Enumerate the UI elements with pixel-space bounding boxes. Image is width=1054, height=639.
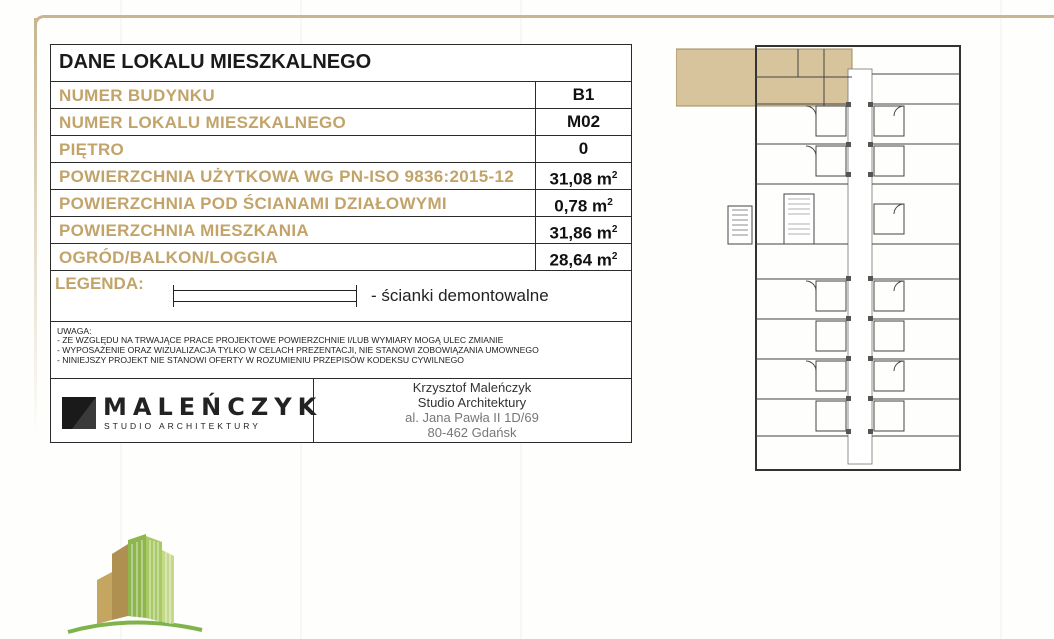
studio-logo-text: MALEŃCZYK	[103, 393, 323, 421]
table-row-floor	[51, 136, 631, 163]
row-label: OGRÓD/BALKON/LOGGIA	[59, 248, 279, 267]
row-value: B1	[535, 82, 631, 108]
note-line: UWAGA:	[57, 326, 92, 336]
studio-company: Studio Architektury	[417, 395, 527, 410]
row-label: POWIERZCHNIA POD ŚCIANAMI DZIAŁOWYMI	[59, 194, 447, 213]
table-title-row	[51, 45, 631, 82]
apartment-info-table	[50, 44, 632, 443]
table-title: DANE LOKALU MIESZKALNEGO	[59, 51, 372, 73]
developer-logo-icon	[62, 532, 207, 639]
table-row-apartment-area	[51, 217, 631, 244]
studio-logo-subtitle: STUDIO ARCHITEKTURY	[104, 421, 261, 431]
legend-row	[51, 271, 631, 322]
studio-name: Krzysztof Maleńczyk	[412, 380, 532, 395]
row-label: NUMER BUDYNKU	[59, 86, 215, 105]
demountable-wall-symbol	[173, 290, 357, 302]
row-label: NUMER LOKALU MIESZKALNEGO	[59, 113, 347, 132]
row-value: 31,86 $m^2$	[535, 217, 631, 243]
notes-section	[51, 322, 631, 379]
row-value: 0,78 $m^2$	[535, 190, 631, 216]
table-row-garden	[51, 244, 631, 271]
row-value: 28,64 $m^2$	[535, 244, 631, 270]
row-value: M02	[535, 109, 631, 135]
table-row-usable-area	[51, 163, 631, 190]
studio-address	[313, 380, 631, 440]
table-row-wall-area	[51, 190, 631, 217]
studio-city: 80-462 Gdańsk	[427, 425, 517, 440]
row-value: 31,08 $m^2$	[535, 163, 631, 189]
note-line: - ZE WZGLĘDU NA TRWAJĄCE PRACE PROJEKTOWE POWIERZCHNIE I/LUB WYMIARY MOGĄ ULEC ZMIANIE	[57, 335, 504, 345]
note-line: - WYPOSAŻENIE ORAZ WIZUALIZACJA TYLKO W CELACH PREZENTACJI, NIE STANOWI ZOBOWIĄZANIA UMOWNEGO	[57, 345, 539, 355]
table-row-unit-number	[51, 109, 631, 136]
footer-row	[51, 379, 631, 443]
row-label: POWIERZCHNIA MIESZKANIA	[59, 221, 309, 240]
legend-label: LEGENDA:	[55, 274, 144, 293]
row-label: POWIERZCHNIA UŻYTKOWA WG PN-ISO 9836:2015-12	[59, 167, 514, 186]
background-streak	[1000, 0, 1002, 639]
table-row-building	[51, 82, 631, 109]
legend-item-text: - ścianki demontowalne	[371, 286, 549, 305]
decorative-frame-top	[34, 15, 1054, 26]
row-value: 0	[535, 136, 631, 162]
decorative-frame-left	[34, 18, 37, 438]
studio-street: al. Jana Pawła II 1D/69	[405, 410, 539, 425]
floor-plan	[676, 44, 968, 472]
studio-logo-mark-icon	[62, 397, 96, 429]
row-label: PIĘTRO	[59, 140, 125, 159]
note-line: - NINIEJSZY PROJEKT NIE STANOWI OFERTY W ROZUMIENIU PRZEPISÓW KODEKSU CYWILNEGO	[57, 355, 464, 365]
studio-logo	[51, 379, 323, 443]
